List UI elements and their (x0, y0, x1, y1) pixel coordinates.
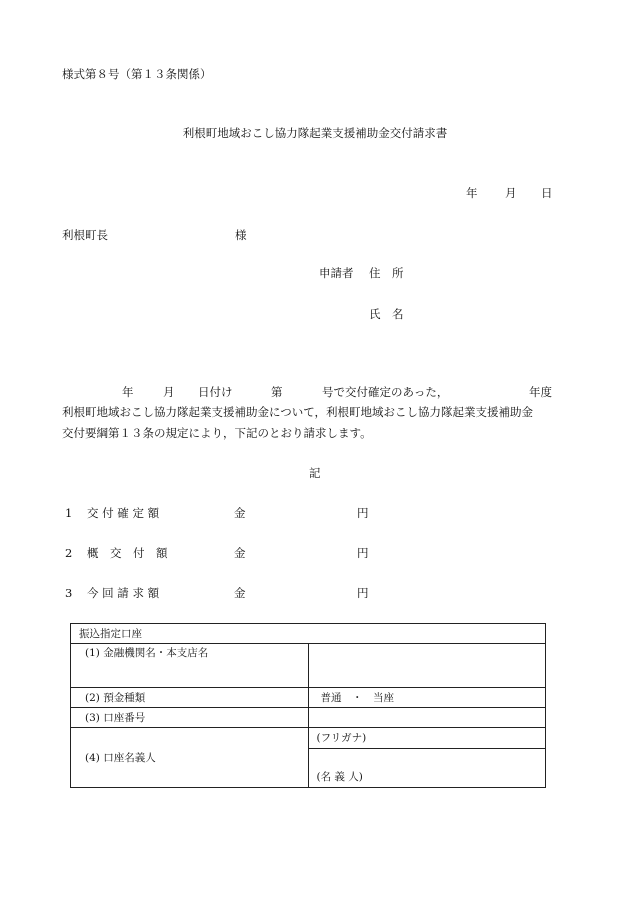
item-label: 今 回 請 求 額 (87, 586, 160, 600)
item-kin: 金 (234, 586, 246, 600)
bank-account-table (70, 623, 546, 788)
furigana-field[interactable]: (フリガナ) (308, 728, 546, 749)
form-number: 様式第８号（第１３条関係） (62, 67, 212, 81)
body-line1-rest: 号で交付確定のあった， (322, 385, 449, 399)
item-kin: 金 (234, 546, 246, 560)
ki-heading: 記 (309, 466, 321, 480)
body-line2: 利根町地域おこし協力隊起業支援補助金について，利根町地域おこし協力隊起業支援補助金 (62, 405, 534, 419)
applicant-label: 申請者 (319, 266, 354, 280)
date-month-label: 月 (505, 186, 517, 200)
deposit-type-options[interactable]: 普通 ・ 当座 (308, 688, 546, 708)
account-holder-field[interactable]: (名 義 人) (308, 749, 546, 788)
item-en: 円 (357, 546, 369, 560)
addressee-honorific: 様 (235, 228, 247, 242)
body-year: 年 (122, 385, 134, 399)
item-en: 円 (357, 586, 369, 600)
item-label: 交 付 確 定 額 (87, 506, 160, 520)
applicant-name-label: 氏 名 (369, 307, 404, 321)
date-day-label: 日 (541, 186, 553, 200)
applicant-address-label: 住 所 (369, 266, 404, 280)
item-en: 円 (357, 506, 369, 520)
institution-field[interactable] (308, 644, 546, 688)
item-number: 3 (65, 586, 73, 600)
item-kin: 金 (234, 506, 246, 520)
account-number-field[interactable] (308, 708, 546, 728)
body-month: 月 (163, 385, 175, 399)
addressee-name: 利根町長 (62, 228, 108, 242)
item-number: 2 (65, 546, 73, 560)
deposit-type-label: (2) 預金種類 (71, 688, 309, 708)
item-number: 1 (65, 506, 73, 520)
page-title: 利根町地域おこし協力隊起業支援補助金交付請求書 (182, 126, 448, 140)
body-dated: 日付け (198, 385, 233, 399)
bank-table-header: 振込指定口座 (71, 624, 546, 644)
item-label: 概 交 付 額 (87, 546, 168, 560)
account-number-label: (3) 口座番号 (71, 708, 309, 728)
account-holder-label: (4) 口座名義人 (71, 728, 309, 788)
body-nendo: 年度 (529, 385, 552, 399)
body-line3: 交付要綱第１３条の規定により，下記のとおり請求します。 (62, 426, 372, 440)
institution-label: (1) 金融機関名・本支店名 (71, 644, 309, 688)
body-dai: 第 (271, 385, 283, 399)
date-year-label: 年 (466, 186, 478, 200)
